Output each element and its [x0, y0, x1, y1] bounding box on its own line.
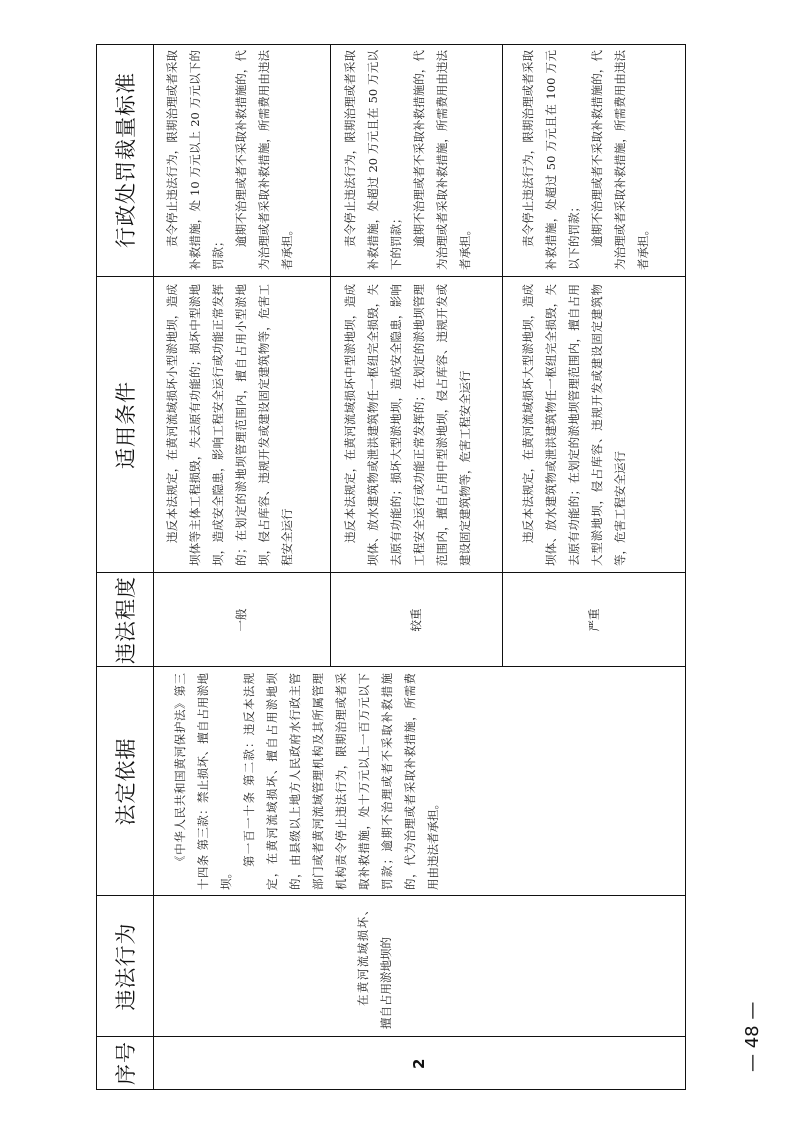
condition-serious: 违反本法规定，在黄河流域损坏中型淤地坝，造成坝体、放水建筑物或泄洪建筑物任一枢纽完全损毁，失去原有功能的；损坏大型淤地坝，造成安全隐患，影响工程安全运行或功能正常发挥的；在划定的淤地坝管理范围内，擅自占用中型淤地坝，侵占库容、违规开发或建设固定建筑物等，危害工程安全运行 [343, 284, 472, 566]
row-divider [330, 45, 331, 573]
illegal-act-text: 在黄河流域损坏、擅自占用淤地坝的 [356, 904, 393, 1029]
header-conditions: 适用条件 [114, 381, 138, 469]
row-divider [502, 45, 503, 573]
legal-basis [169, 673, 445, 890]
degree-serious: 较重 [408, 608, 423, 632]
page-number: — 48 — [742, 1001, 763, 1072]
standard-severe: 责令停止违法行为，限期治理或者采取补救措施，处超过 50 万元且在 100 万元以下的罚款； 逾期不治理或者不采取补救措施的，代为治理或者采取补救措施，所需费用由违法者承担。 [521, 50, 650, 270]
header-degree: 违法程度 [114, 576, 138, 664]
standard-general: 责令停止违法行为，限期治理或者采取补救措施，处 10 万元以上 20 万元以下的罚款； 逾期不治理或者不采取补救措施的，代为治理或者采取补救措施，所需费用由违法者承担。 [165, 50, 294, 270]
header-basis: 法定依据 [114, 737, 138, 826]
condition-general: 违反本法规定，在黄河流域损坏小型淤地坝，造成坝体等主体工程损毁，失去原有功能的；损坏中型淤地坝，造成安全隐患，影响工程安全运行或功能正常发挥的；在划定的淤地坝管理范围内，擅自占用小型淤地坝，侵占库容、违规开发或建设固定建筑物等，危害工程安全运行 [165, 284, 294, 566]
degree-general: 一般 [234, 608, 248, 632]
row-seq: 2 [410, 1058, 428, 1069]
col-divider [97, 895, 685, 896]
header-divider [153, 45, 154, 1089]
condition-severe: 违反本法规定，在黄河流域损坏大型淤地坝，造成坝体、放水建筑物或泄洪建筑物任一枢纽完全损毁，失去原有功能的；在划定的淤地坝管理范围内，擅自占用大型淤地坝，侵占库容、违规开发或建设固定建筑物等，危害工程安全运行 [521, 284, 627, 566]
header-act: 违法行为 [114, 922, 138, 1011]
col-divider [97, 1036, 685, 1037]
col-divider [97, 276, 685, 277]
header-standard: 行政处罚裁量标准 [114, 72, 138, 248]
degree-severe: 严重 [587, 608, 601, 632]
standard-serious: 责令停止违法行为，限期治理或者采取补救措施，处超过 20 万元且在 50 万元以下的罚款； 逾期不治理或者不采取补救措施的，代为治理或者采取补救措施，所需费用由违法者承担。 [343, 50, 472, 270]
legal-basis-para-2: 第一百一十条 第二款：违反本法规定，在黄河流域损坏、擅自占用淤地坝的，由县级以上地方人民政府水行政主管部门或者黄河流域管理机构及其所属管理机构责令停止违法行为，限期治理或者采取补救措施，处十万元以上一百万元以下罚款；逾期不治理或者不采取补救措施的，代为治理或者采取补救措施，所需费用由违法者承担。 [242, 673, 440, 890]
penalty-table [96, 44, 686, 1090]
legal-basis-para-1: 《中华人民共和国黄河保护法》第三十四条 第三款：禁止损坏、擅自占用淤地坝。 [173, 673, 233, 890]
header-seq: 序号 [114, 1041, 138, 1085]
